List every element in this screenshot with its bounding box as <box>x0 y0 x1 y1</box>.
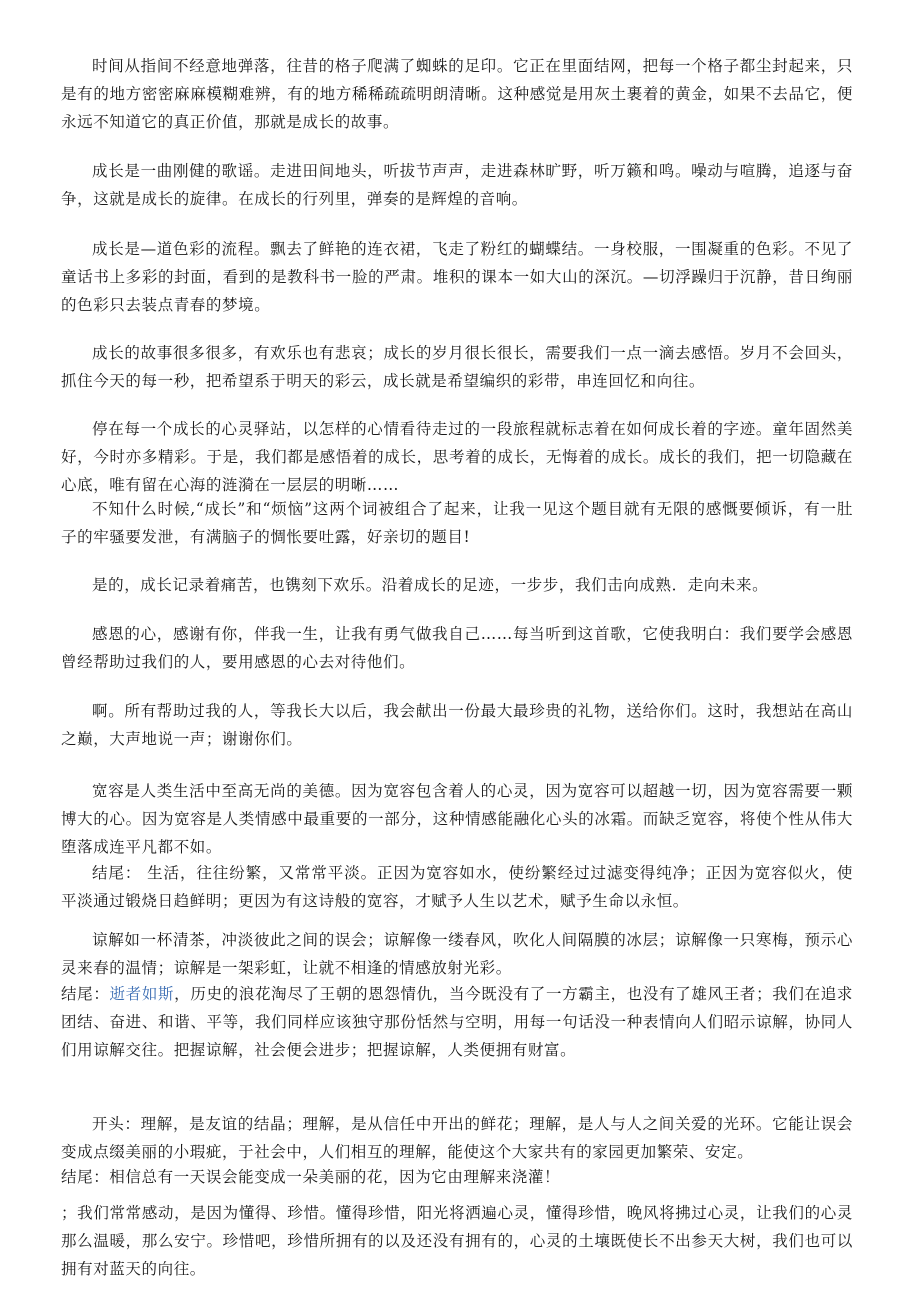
paragraph-growth-color: 成长是—道色彩的流程。飘去了鲜艳的连衣裙，飞走了粉红的蝴蝶结。一身校服，一围凝重的色彩。不见了童话书上多彩的封面，看到的是教科书一脸的严肃。堆积的课本一如大山的深沉。—切浮躁归于沉静，昔日绚丽的色彩只去装点青春的梦境。 <box>61 240 853 314</box>
paragraph-growth-many-stories: 成长的故事很多很多，有欢乐也有悲哀；成长的岁月很长很长，需要我们一点一滴去感悟。岁月不会回头，抓住今天的每一秒，把希望系于明天的彩云，成长就是希望编织的彩带，串连回忆和向往。 <box>61 344 853 390</box>
paragraph-thank-you: 啊。所有帮助过我的人，等我长大以后，我会献出一份最大最珍贵的礼物，送给你们。这时，我想站在高山之巅，大声地说一声；谢谢你们。 <box>61 702 853 748</box>
ending-body: ，历史的浪花淘尽了王朝的恩怨情仇，当今既没有了一方霸主，也没有了雄风王者；我们在追求团结、奋进、和谐、平等，我们同样应该独守那份恬然与空明，用每一句话没一种表情向人们昭示谅解，协同人们用谅解交往。把握谅解，社会便会进步；把握谅解，人类便拥有财富。 <box>61 985 854 1059</box>
paragraph-understanding-opening: 开头：理解，是友谊的结晶；理解，是从信任中开出的鲜花；理解，是人与人之间关爱的光环。它能让误会变成点缀美丽的小瑕疵，于社会中，人们相互的理解，能使这个大家共有的家园更加繁荣、安定。 <box>61 1115 853 1161</box>
paragraph-growth-story: 时间从指间不经意地弹落，往昔的格子爬满了蜘蛛的足印。它正在里面结网，把每一个格子都尘封起来，只是有的地方密密麻麻模糊难辨，有的地方稀稀疏疏明朗清晰。这种感觉是用灰土裹着的黄金，如果不去品它，便永远不知道它的真正价值，那就是成长的故事。 <box>61 57 853 131</box>
paragraph-understanding-closing: 结尾：相信总有一天误会能变成一朵美丽的花，因为它由理解来浇灌！ <box>61 1168 561 1186</box>
paragraph-heart-station: 停在每一个成长的心灵驿站，以怎样的心情看待走过的一段旅程就标志着在如何成长着的字迹。童年固然美好，今时亦多精彩。于是，我们都是感悟着的成长，思考着的成长，无悔着的成长。成长的我们，把一切隐藏在心底，唯有留在心海的涟漪在一层层的明晰…… <box>61 420 853 494</box>
document-page <box>61 52 853 1283</box>
paragraph-understanding-ending <box>61 980 853 1064</box>
paragraph-cherish: ；我们常常感动，是因为懂得、珍惜。懂得珍惜，阳光将洒遍心灵，懂得珍惜，晚风将拂过心灵，让我们的心灵那么温暖，那么安宁。珍惜吧，珍惜所拥有的以及还没有拥有的，心灵的土壤既使长不出参天大树，我们也可以拥有对蓝天的向往。 <box>61 1204 853 1278</box>
paragraph-growth-and-worry: 不知什么时候,“成长”和“烦恼”这两个词被组合了起来，让我一见这个题目就有无限的感慨要倾诉，有一肚子的牢骚要发泄，有满脑子的惆怅要吐露，好亲切的题目! <box>61 500 853 546</box>
paragraph-understanding-tea: 谅解如一杯清茶，冲淡彼此之间的误会；谅解像一缕春风，吹化人间隔膜的冰层；谅解像一只寒梅，预示心灵来春的温情；谅解是一架彩虹，让就不相逢的情感放射光彩。 <box>61 931 853 977</box>
paragraph-tolerance-ending: 结尾： 生活，往往纷繁，又常常平淡。正因为宽容如水，使纷繁经过过滤变得纯净；正因为宽容似火，使平淡通过锻烧日趋鲜明；更因为有这诗般的宽容，才赋予人生以艺术，赋予生命以永恒。 <box>61 864 853 910</box>
paragraph-grateful-heart: 感恩的心，感谢有你，伴我一生，让我有勇气做我自己……每当听到这首歌，它使我明白：我们要学会感恩曾经帮助过我们的人，要用感恩的心去对待他们。 <box>61 625 853 671</box>
paragraph-growth-record: 是的，成长记录着痛苦，也镌刻下欢乐。沿着成长的足迹，一步步，我们击向成熟．走向未来。 <box>92 576 769 594</box>
paragraph-tolerance: 宽容是人类生活中至高无尚的美德。因为宽容包含着人的心灵，因为宽容可以超越一切，因为宽容需要一颗博大的心。因为宽容是人类情感中最重要的一部分，这种情感能融化心头的冰霜。而缺乏宽容，将使个性从伟大堕落成连平凡都不如。 <box>61 782 853 856</box>
paragraph-growth-song: 成长是一曲刚健的歌谣。走进田间地头，听拔节声声，走进森林旷野，听万籁和鸣。噪动与喧腾，追逐与奋争，这就是成长的旋律。在成长的行列里，弹奏的是辉煌的音响。 <box>61 162 853 208</box>
ending-prefix: 结尾： <box>61 985 110 1003</box>
link-zhe-ru-si[interactable]: 逝者如斯 <box>109 985 175 1003</box>
